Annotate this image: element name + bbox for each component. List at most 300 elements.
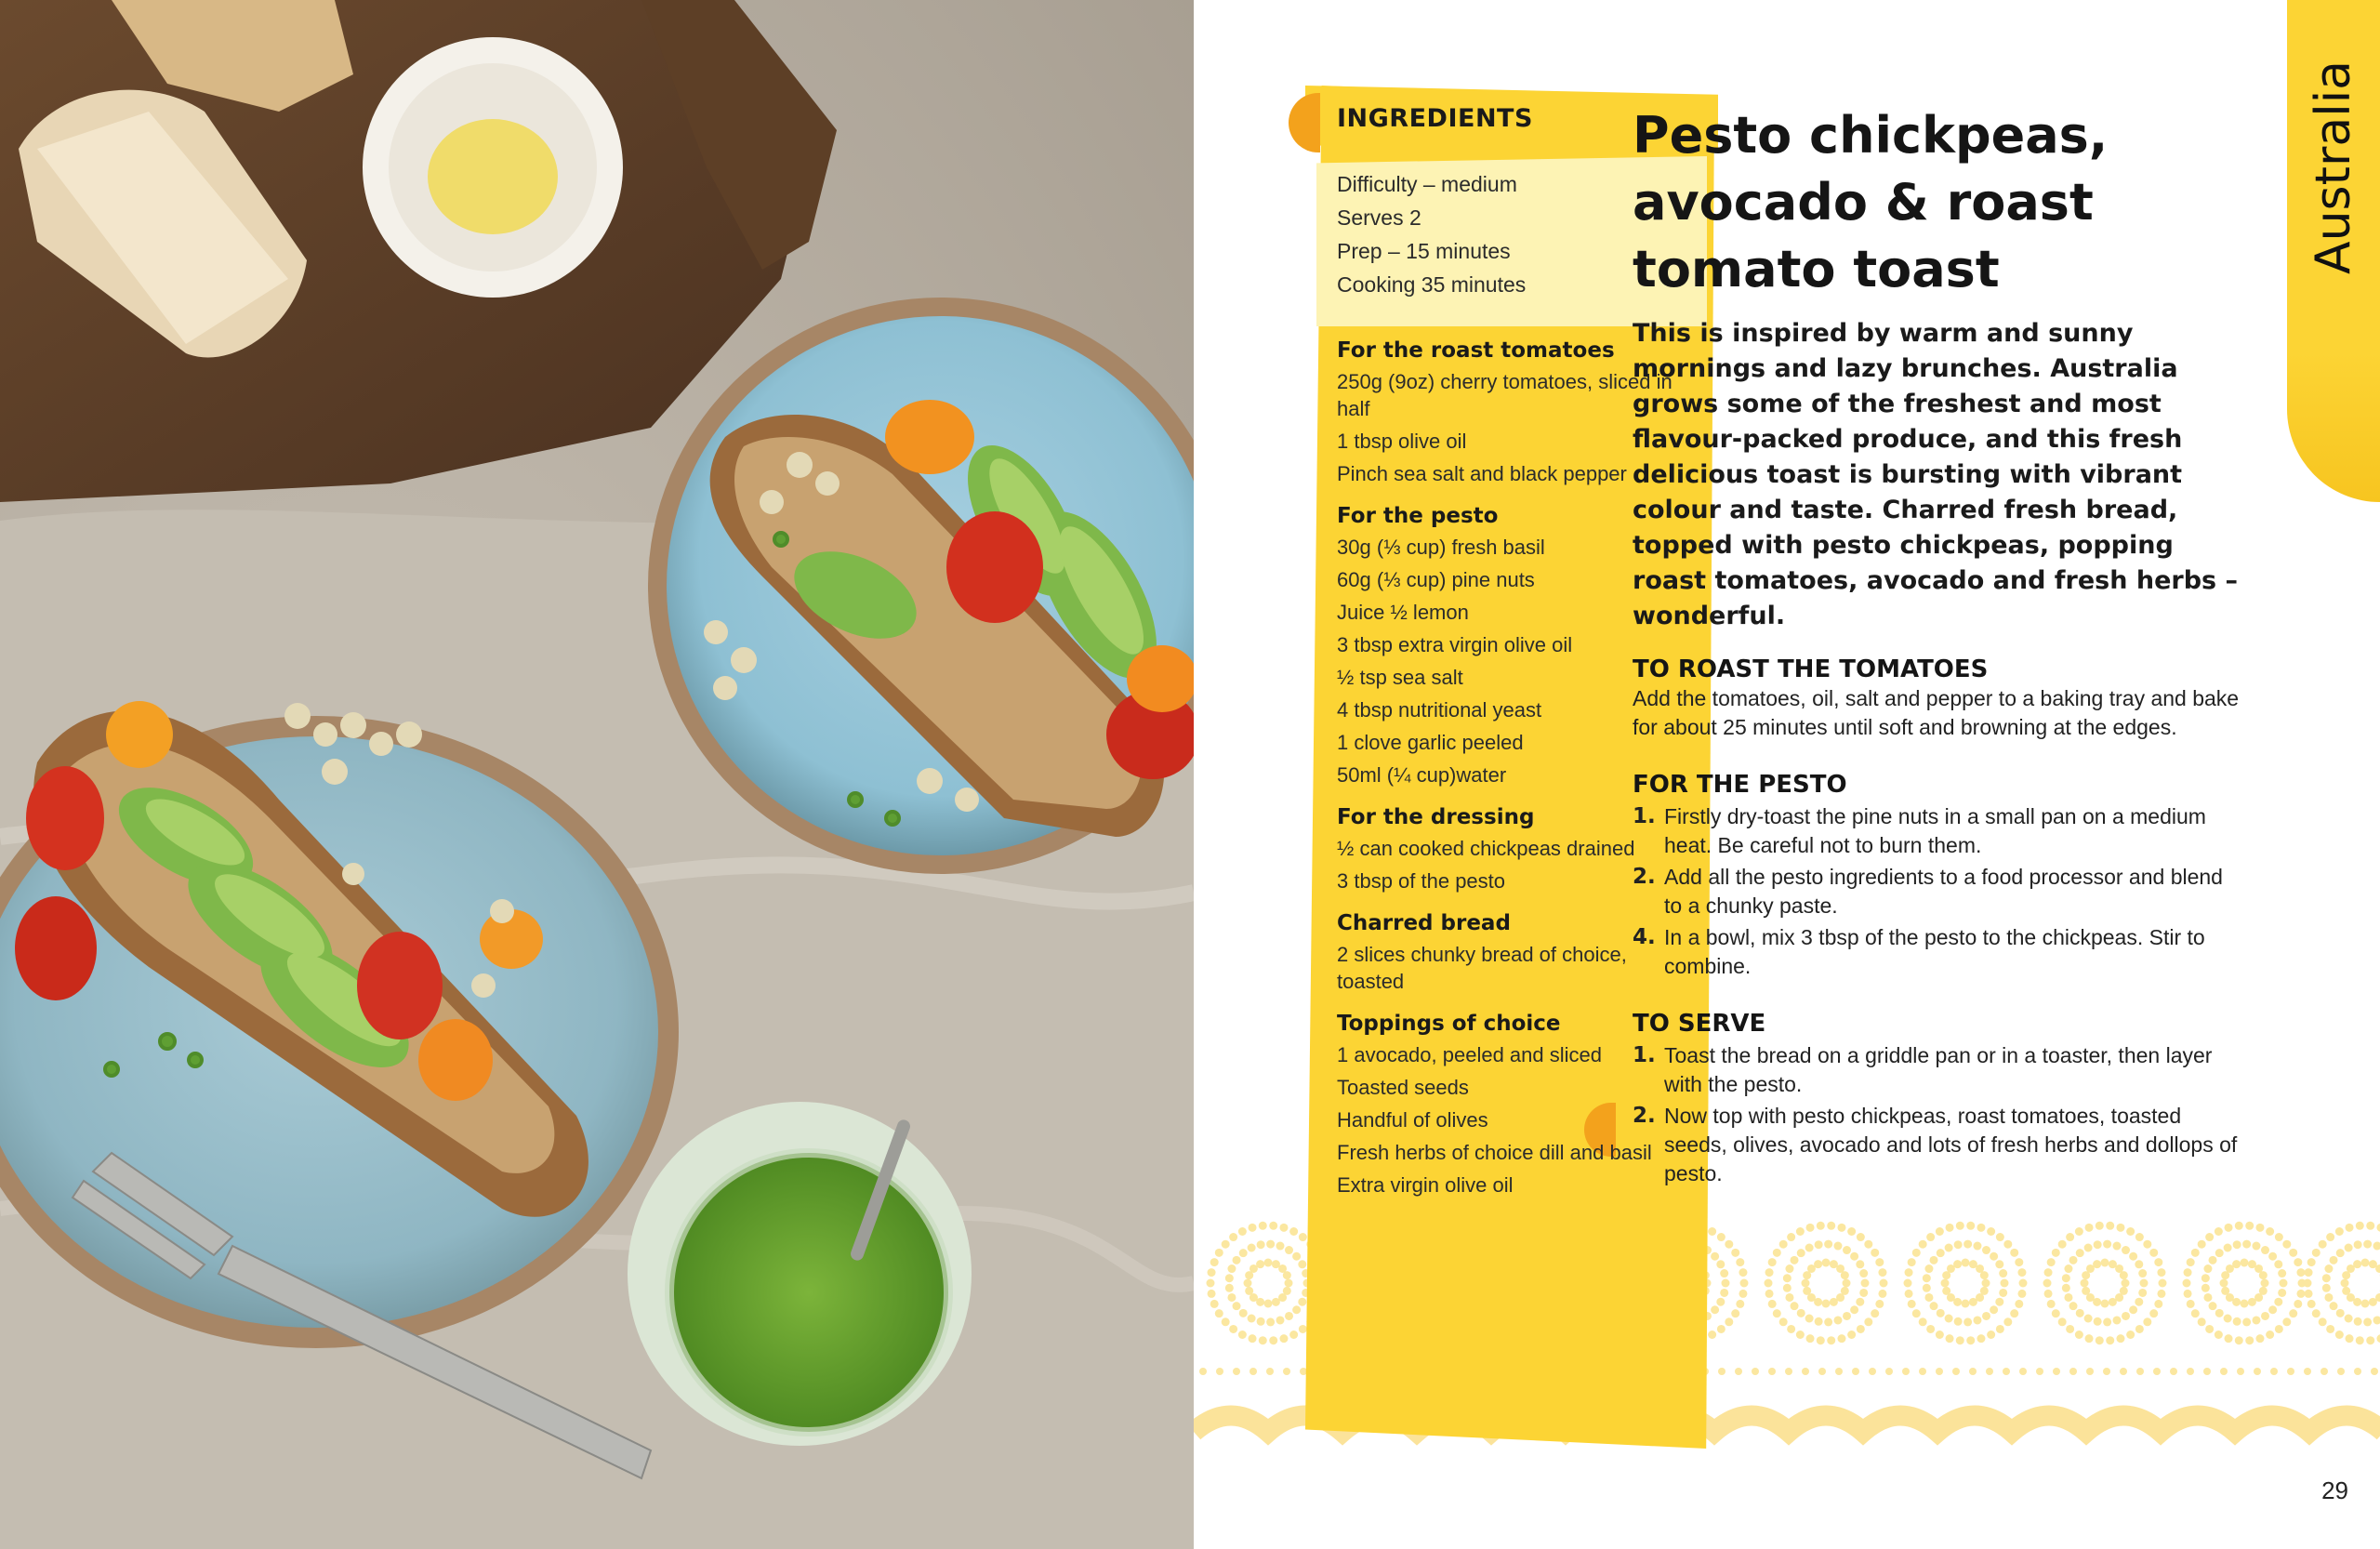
pattern-dot bbox=[1266, 1368, 1274, 1375]
pattern-dot bbox=[1875, 1258, 1884, 1266]
orange-tab-decoration bbox=[1289, 93, 1320, 152]
pattern-dot bbox=[2266, 1331, 2274, 1339]
ingredient-group-title: For the roast tomatoes bbox=[1337, 338, 1615, 363]
pattern-dot bbox=[1941, 1279, 1950, 1288]
pattern-dot bbox=[1708, 1331, 1716, 1339]
pattern-dot bbox=[2205, 1233, 2214, 1241]
pattern-dot bbox=[2094, 1240, 2102, 1249]
pattern-dot bbox=[2274, 1298, 2282, 1306]
pattern-dot bbox=[1249, 1224, 1257, 1232]
pattern-dot bbox=[1857, 1325, 1865, 1333]
pattern-dot bbox=[1902, 1368, 1910, 1375]
recipe-page bbox=[1194, 0, 2380, 1549]
pattern-dot bbox=[2094, 1317, 2102, 1326]
pattern-dot bbox=[2143, 1317, 2151, 1326]
ingredient-item: 3 tbsp of the pesto bbox=[1337, 869, 1506, 893]
pattern-dot bbox=[2076, 1309, 2084, 1317]
pattern-dot bbox=[1946, 1224, 1954, 1232]
pattern-dot bbox=[2205, 1325, 2214, 1333]
pattern-dot bbox=[1803, 1287, 1811, 1295]
pattern-dot bbox=[1752, 1368, 1759, 1375]
step-text: Now top with pesto chickpeas, roast tomatoes, toasted seeds, olives, avocado and lots of fresh herbs and dollops of pesto. bbox=[1664, 1104, 2238, 1185]
pattern-dot bbox=[1843, 1246, 1851, 1254]
pattern-dot bbox=[2307, 1258, 2316, 1266]
pattern-dot bbox=[1926, 1233, 1935, 1241]
pattern-dot bbox=[1259, 1222, 1267, 1230]
pattern-dot bbox=[2120, 1271, 2128, 1279]
pattern-dot bbox=[1289, 1331, 1298, 1339]
pattern-dot bbox=[2270, 1368, 2278, 1375]
pattern-dot bbox=[1841, 1271, 1849, 1279]
pattern-dot bbox=[2135, 1233, 2144, 1241]
pattern-dot bbox=[1298, 1298, 1306, 1306]
pattern-dot bbox=[2082, 1287, 2090, 1295]
pattern-dot bbox=[1962, 1259, 1970, 1267]
pattern-dot bbox=[1806, 1334, 1815, 1343]
pattern-dot bbox=[1945, 1243, 1953, 1251]
pattern-dot bbox=[2220, 1368, 2228, 1375]
step-text: Firstly dry-toast the pine nuts in a small pan on a medium heat. Be careful not to burn them. bbox=[1664, 804, 2206, 857]
pattern-dot bbox=[1245, 1287, 1253, 1295]
ingredient-item: 4 tbsp nutritional yeast bbox=[1337, 698, 1542, 722]
step-text: In a bowl, mix 3 tbsp of the pesto to the chickpeas. Stir to combine. bbox=[1664, 925, 2205, 978]
pattern-dot bbox=[1264, 1300, 1273, 1308]
pattern-dot bbox=[1731, 1309, 1739, 1317]
pattern-dot bbox=[2187, 1258, 2195, 1266]
pattern-dot bbox=[1937, 1249, 1945, 1257]
pattern-dot bbox=[1791, 1256, 1799, 1264]
ingredient-item: Pinch sea salt and black pepper bbox=[1337, 462, 1627, 485]
pattern-dot bbox=[2157, 1290, 2165, 1298]
pattern-dot bbox=[2003, 1317, 2012, 1326]
pattern-dot bbox=[2261, 1279, 2269, 1288]
pattern-dot bbox=[2280, 1279, 2288, 1288]
pattern-dot bbox=[1824, 1240, 1832, 1249]
country-tab-label bbox=[2287, 56, 2380, 279]
pattern-dot bbox=[2241, 1259, 2249, 1267]
pattern-dot bbox=[1711, 1252, 1719, 1261]
pattern-dot bbox=[2319, 1317, 2327, 1326]
pattern-dot bbox=[2335, 1227, 2344, 1236]
pattern-dot bbox=[1779, 1317, 1788, 1326]
pattern-dot bbox=[1233, 1302, 1241, 1310]
pattern-dot bbox=[2112, 1316, 2121, 1324]
pattern-dot bbox=[1785, 1264, 1793, 1273]
pattern-dot bbox=[2202, 1274, 2210, 1282]
pattern-dot bbox=[2215, 1309, 2224, 1317]
pattern-dot bbox=[1797, 1249, 1805, 1257]
pattern-dot bbox=[2324, 1264, 2333, 1273]
pattern-dot bbox=[2287, 1368, 2294, 1375]
pattern-dot bbox=[2294, 1258, 2302, 1266]
pattern-dot bbox=[2373, 1242, 2380, 1251]
method-step bbox=[1633, 863, 2246, 920]
pattern-dot bbox=[1765, 1268, 1774, 1277]
pattern-dot bbox=[1864, 1317, 1872, 1326]
pattern-dot bbox=[2278, 1289, 2286, 1297]
section-roast bbox=[1633, 655, 2246, 742]
pattern-dot bbox=[2120, 1368, 2127, 1375]
pattern-dot bbox=[2235, 1336, 2243, 1344]
recipe-title: Pesto chickpeas, avocado & roast tomato toast bbox=[1633, 106, 2109, 298]
ingredient-item: 250g (9oz) cherry tomatoes, sliced in half bbox=[1337, 370, 1673, 420]
pattern-dot bbox=[2149, 1249, 2158, 1257]
pattern-dot bbox=[2224, 1243, 2232, 1251]
ingredient-item: 3 tbsp extra virgin olive oil bbox=[1337, 633, 1573, 656]
pattern-dot bbox=[1239, 1309, 1248, 1317]
pattern-dot bbox=[1238, 1331, 1247, 1339]
pattern-dot bbox=[1711, 1305, 1719, 1314]
pattern-dot bbox=[2103, 1368, 2110, 1375]
pattern-dot bbox=[2062, 1284, 2070, 1292]
pattern-dot bbox=[2361, 1300, 2370, 1308]
pattern-dot bbox=[2019, 1368, 2027, 1375]
pattern-dot bbox=[1833, 1316, 1842, 1324]
recipe-body bbox=[1633, 102, 2246, 1188]
pattern-dot bbox=[2241, 1300, 2249, 1308]
pattern-dot bbox=[2336, 1249, 2345, 1257]
ingredients-title: INGREDIENTS bbox=[1337, 104, 1533, 133]
pattern-dot bbox=[2184, 1290, 2192, 1298]
pattern-dot bbox=[1871, 1309, 1879, 1317]
pattern-dot bbox=[2069, 1256, 2078, 1264]
pattern-dot bbox=[2252, 1316, 2260, 1324]
pattern-dot bbox=[1298, 1260, 1306, 1268]
serves-text: Serves 2 bbox=[1337, 205, 1421, 230]
pattern-dot bbox=[2376, 1224, 2380, 1232]
pattern-dot bbox=[1969, 1368, 1977, 1375]
ingredient-item: Fresh herbs of choice dill and basil bbox=[1337, 1141, 1652, 1164]
pattern-dot bbox=[1945, 1315, 1953, 1323]
pattern-dot bbox=[1969, 1298, 1977, 1306]
pattern-dot bbox=[1850, 1305, 1858, 1314]
method-step bbox=[1633, 1041, 2246, 1099]
ingredient-item: Juice ½ lemon bbox=[1337, 601, 1469, 624]
pattern-dot bbox=[2209, 1302, 2217, 1310]
pattern-dot bbox=[1937, 1309, 1945, 1317]
pattern-dot bbox=[1843, 1279, 1851, 1288]
pattern-dot bbox=[2122, 1246, 2130, 1254]
pattern-dot bbox=[1796, 1331, 1805, 1339]
pattern-dot bbox=[1875, 1300, 1884, 1308]
pattern-dot bbox=[2136, 1368, 2144, 1375]
pattern-dot bbox=[2112, 1242, 2121, 1251]
pattern-dot bbox=[1919, 1317, 1927, 1326]
pattern-dot bbox=[2356, 1336, 2364, 1344]
pattern-dot bbox=[2203, 1368, 2211, 1375]
pattern-dot bbox=[1919, 1368, 1926, 1375]
pattern-dot bbox=[1936, 1227, 1944, 1236]
pattern-dot bbox=[2154, 1258, 2162, 1266]
pattern-dot bbox=[2086, 1368, 2094, 1375]
pattern-dot bbox=[1739, 1290, 1747, 1298]
section-text: Add the tomatoes, oil, salt and pepper to a baking tray and bake for about 25 minutes until soft and browning at the edges. bbox=[1633, 686, 2240, 739]
pattern-dot bbox=[2376, 1334, 2380, 1343]
pattern-dot bbox=[1289, 1227, 1298, 1236]
pattern-dot bbox=[1785, 1293, 1793, 1302]
pattern-dot bbox=[1233, 1256, 1241, 1264]
pattern-dot bbox=[2326, 1233, 2334, 1241]
step-number: 4. bbox=[1633, 925, 1656, 949]
pattern-dot bbox=[2122, 1279, 2130, 1288]
pattern-dot bbox=[1964, 1317, 1972, 1326]
section-heading: FOR THE PESTO bbox=[1633, 771, 1847, 799]
pattern-dot bbox=[1904, 1279, 1912, 1288]
pattern-dot bbox=[2076, 1249, 2084, 1257]
pattern-dot bbox=[1783, 1284, 1792, 1292]
pattern-dot bbox=[2346, 1224, 2354, 1232]
pattern-dot bbox=[2366, 1336, 2374, 1344]
pattern-dot bbox=[2066, 1325, 2074, 1333]
pattern-dot bbox=[1953, 1260, 1962, 1268]
pattern-dot bbox=[1791, 1302, 1799, 1310]
pattern-dot bbox=[2135, 1325, 2144, 1333]
pattern-dot bbox=[2170, 1368, 2177, 1375]
pattern-dot bbox=[1266, 1240, 1275, 1249]
pattern-dot bbox=[1987, 1331, 1995, 1339]
pattern-dot bbox=[1249, 1334, 1257, 1343]
pattern-dot bbox=[1708, 1227, 1716, 1236]
pattern-dot bbox=[2135, 1260, 2143, 1268]
pattern-dot bbox=[1736, 1300, 1744, 1308]
pattern-dot bbox=[1283, 1271, 1291, 1279]
pattern-dot bbox=[1926, 1325, 1935, 1333]
pattern-dot bbox=[2282, 1240, 2291, 1249]
pattern-dot bbox=[1722, 1279, 1730, 1288]
pattern-dot bbox=[2084, 1243, 2093, 1251]
pattern-dot bbox=[2322, 1284, 2331, 1292]
pattern-dot bbox=[2019, 1279, 2028, 1288]
pattern-dot bbox=[2224, 1315, 2232, 1323]
pattern-dot bbox=[1833, 1242, 1842, 1251]
pattern-dot bbox=[2274, 1260, 2282, 1268]
pattern-dot bbox=[2001, 1279, 2009, 1288]
pattern-dot bbox=[2103, 1317, 2111, 1326]
pattern-dot bbox=[2304, 1368, 2311, 1375]
ingredient-item: Extra virgin olive oil bbox=[1337, 1173, 1514, 1197]
pattern-dot bbox=[1248, 1315, 1256, 1323]
pattern-dot bbox=[2225, 1334, 2233, 1343]
pattern-dot bbox=[2324, 1293, 2333, 1302]
pattern-dot bbox=[1785, 1368, 1792, 1375]
pattern-dot bbox=[1861, 1279, 1870, 1288]
pattern-dot bbox=[1731, 1249, 1739, 1257]
pattern-dot bbox=[1768, 1300, 1777, 1308]
pattern-dot bbox=[1966, 1222, 1975, 1230]
pattern-dot bbox=[2106, 1222, 2114, 1230]
pattern-dot bbox=[1215, 1249, 1223, 1257]
pattern-dot bbox=[2363, 1317, 2372, 1326]
pattern-dot bbox=[2215, 1331, 2223, 1339]
pattern-dot bbox=[1930, 1302, 1938, 1310]
pattern-dot bbox=[2015, 1258, 2023, 1266]
pattern-dot bbox=[1982, 1312, 1990, 1320]
ingredient-item: ½ can cooked chickpeas drained bbox=[1337, 837, 1635, 860]
pattern-dot bbox=[2296, 1290, 2305, 1298]
pattern-dot bbox=[2371, 1368, 2378, 1375]
ingredient-item: 1 clove garlic peeled bbox=[1337, 731, 1524, 754]
pattern-dot bbox=[2153, 1368, 2161, 1375]
section-pesto bbox=[1633, 770, 2246, 981]
pattern-dot bbox=[2003, 1368, 2010, 1375]
pattern-dot bbox=[2129, 1252, 2137, 1261]
pattern-dot bbox=[2221, 1287, 2229, 1295]
pattern-dot bbox=[2015, 1300, 2023, 1308]
pattern-dot bbox=[1720, 1269, 1728, 1278]
pattern-dot bbox=[2245, 1222, 2254, 1230]
pattern-dot bbox=[2268, 1252, 2277, 1261]
pattern-dot bbox=[2294, 1300, 2302, 1308]
pattern-dot bbox=[1256, 1260, 1264, 1268]
pattern-dot bbox=[1977, 1224, 1985, 1232]
pattern-dot bbox=[1725, 1317, 1733, 1326]
page-number: 29 bbox=[2321, 1476, 2348, 1504]
pattern-dot bbox=[1956, 1336, 1964, 1344]
pattern-dot bbox=[2232, 1260, 2241, 1268]
pattern-dot bbox=[2203, 1293, 2212, 1302]
pattern-dot bbox=[1986, 1368, 1993, 1375]
cooking-time-text: Cooking 35 minutes bbox=[1337, 272, 1527, 297]
pattern-dot bbox=[2010, 1249, 2018, 1257]
pattern-dot bbox=[1835, 1368, 1843, 1375]
pattern-dot bbox=[1208, 1268, 1216, 1277]
pattern-dot bbox=[1222, 1240, 1230, 1249]
pattern-dot bbox=[1980, 1271, 1989, 1279]
section-serve bbox=[1633, 1009, 2246, 1188]
pattern-dot bbox=[1859, 1269, 1868, 1278]
section-heading: TO SERVE bbox=[1633, 1010, 1766, 1038]
pattern-dot bbox=[1783, 1274, 1792, 1282]
pattern-dot bbox=[1283, 1368, 1290, 1375]
pattern-dot bbox=[2075, 1227, 2083, 1236]
pattern-dot bbox=[1276, 1242, 1284, 1251]
difficulty-text: Difficulty – medium bbox=[1337, 172, 1517, 196]
ingredient-item: 1 avocado, peeled and sliced bbox=[1337, 1043, 1602, 1066]
pattern-dot bbox=[2356, 1222, 2364, 1230]
pattern-dot bbox=[1837, 1334, 1845, 1343]
pattern-dot bbox=[1787, 1325, 1795, 1333]
pattern-dot bbox=[2198, 1317, 2206, 1326]
pattern-dot bbox=[1805, 1243, 1814, 1251]
pattern-dot bbox=[1924, 1264, 1933, 1273]
pattern-dot bbox=[1796, 1227, 1805, 1236]
pattern-dot bbox=[2149, 1309, 2158, 1317]
pattern-dot bbox=[2066, 1233, 2074, 1241]
pattern-dot bbox=[2081, 1279, 2089, 1288]
step-text: Add all the pesto ingredients to a food processor and blend to a chunky paste. bbox=[1664, 865, 2223, 918]
pattern-dot bbox=[2043, 1279, 2052, 1288]
pattern-dot bbox=[2084, 1315, 2093, 1323]
recipe-intro: This is inspired by warm and sunny mornings and lazy brunches. Australia grows some of the freshest and most flavour-packed produce, and this fresh delicious toast is bursting with vibrant colour and taste. Charred fresh bread, topped with pesto chickpeas, popping roast tomatoes, avocado and fresh herbs – wonderful. bbox=[1633, 319, 2239, 630]
pattern-dot bbox=[1987, 1227, 1995, 1236]
pattern-dot bbox=[1859, 1289, 1868, 1297]
pattern-dot bbox=[1923, 1284, 1931, 1292]
pattern-dot bbox=[2159, 1279, 2167, 1288]
pattern-dot bbox=[2096, 1222, 2104, 1230]
pattern-dot bbox=[1817, 1222, 1825, 1230]
pattern-dot bbox=[2289, 1249, 2297, 1257]
pattern-dot bbox=[1822, 1300, 1831, 1308]
pattern-dot bbox=[2044, 1290, 2053, 1298]
pattern-dot bbox=[2075, 1331, 2083, 1339]
pattern-dot bbox=[1827, 1336, 1835, 1344]
pattern-dot bbox=[2157, 1268, 2165, 1277]
pattern-dot bbox=[2275, 1325, 2283, 1333]
pattern-dot bbox=[1257, 1240, 1265, 1249]
pattern-dot bbox=[2242, 1240, 2251, 1249]
pattern-dot bbox=[1964, 1240, 1972, 1249]
pattern-dot bbox=[1720, 1289, 1728, 1297]
pattern-dot bbox=[1802, 1368, 1809, 1375]
pattern-dot bbox=[1871, 1249, 1879, 1257]
pattern-dot bbox=[1857, 1233, 1865, 1241]
pattern-dot bbox=[2187, 1300, 2195, 1308]
pattern-dot bbox=[1199, 1368, 1207, 1375]
pattern-dot bbox=[1229, 1325, 1237, 1333]
pattern-dot bbox=[2289, 1309, 2297, 1317]
pattern-dot bbox=[1222, 1317, 1230, 1326]
pattern-dot bbox=[1856, 1260, 1864, 1268]
pattern-dot bbox=[2215, 1249, 2224, 1257]
pattern-dot bbox=[1912, 1309, 1921, 1317]
section-heading: TO ROAST THE TOMATOES bbox=[1633, 655, 1989, 683]
method-step bbox=[1633, 1102, 2246, 1188]
ingredient-item: ½ tsp sea salt bbox=[1337, 666, 1463, 689]
pattern-dot bbox=[1908, 1300, 1916, 1308]
pattern-dot bbox=[2138, 1289, 2147, 1297]
pattern-dot bbox=[2103, 1240, 2111, 1249]
pattern-dot bbox=[1739, 1268, 1747, 1277]
pattern-dot bbox=[2053, 1368, 2060, 1375]
pattern-dot bbox=[1977, 1334, 1985, 1343]
pattern-dot bbox=[1735, 1368, 1742, 1375]
pattern-dot bbox=[1817, 1336, 1825, 1344]
pattern-dot bbox=[1768, 1368, 1776, 1375]
pattern-dot bbox=[1864, 1240, 1872, 1249]
pattern-dot bbox=[1299, 1325, 1307, 1333]
pattern-dot bbox=[2101, 1300, 2109, 1308]
pattern-dot bbox=[1850, 1252, 1858, 1261]
pattern-dot bbox=[2354, 1368, 2361, 1375]
pattern-dot bbox=[2330, 1302, 2338, 1310]
pattern-dot bbox=[2282, 1317, 2291, 1326]
pattern-dot bbox=[2304, 1279, 2312, 1288]
pattern-dot bbox=[1869, 1368, 1876, 1375]
pattern-dot bbox=[1250, 1368, 1257, 1375]
pattern-dot bbox=[1266, 1317, 1275, 1326]
pattern-dot bbox=[2305, 1290, 2313, 1298]
pattern-dot bbox=[2220, 1279, 2228, 1288]
pattern-dot bbox=[1285, 1312, 1293, 1320]
pattern-dot bbox=[1930, 1256, 1938, 1264]
pattern-dot bbox=[1852, 1368, 1859, 1375]
pattern-dot bbox=[2252, 1242, 2260, 1251]
pattern-dot bbox=[1966, 1336, 1975, 1344]
method-step bbox=[1633, 802, 2246, 860]
step-number: 1. bbox=[1633, 1043, 1656, 1067]
pattern-dot bbox=[2010, 1309, 2018, 1317]
pattern-dot bbox=[1285, 1279, 1293, 1288]
pattern-dot bbox=[1740, 1279, 1749, 1288]
ingredient-item: 1 tbsp olive oil bbox=[1337, 430, 1467, 453]
pattern-dot bbox=[1815, 1317, 1823, 1326]
pattern-dot bbox=[1773, 1249, 1781, 1257]
pattern-dot bbox=[1847, 1331, 1856, 1339]
pattern-dot bbox=[1952, 1368, 1960, 1375]
pattern-dot bbox=[1996, 1233, 2004, 1241]
pattern-dot bbox=[2248, 1298, 2256, 1306]
pattern-dot bbox=[1956, 1222, 1964, 1230]
